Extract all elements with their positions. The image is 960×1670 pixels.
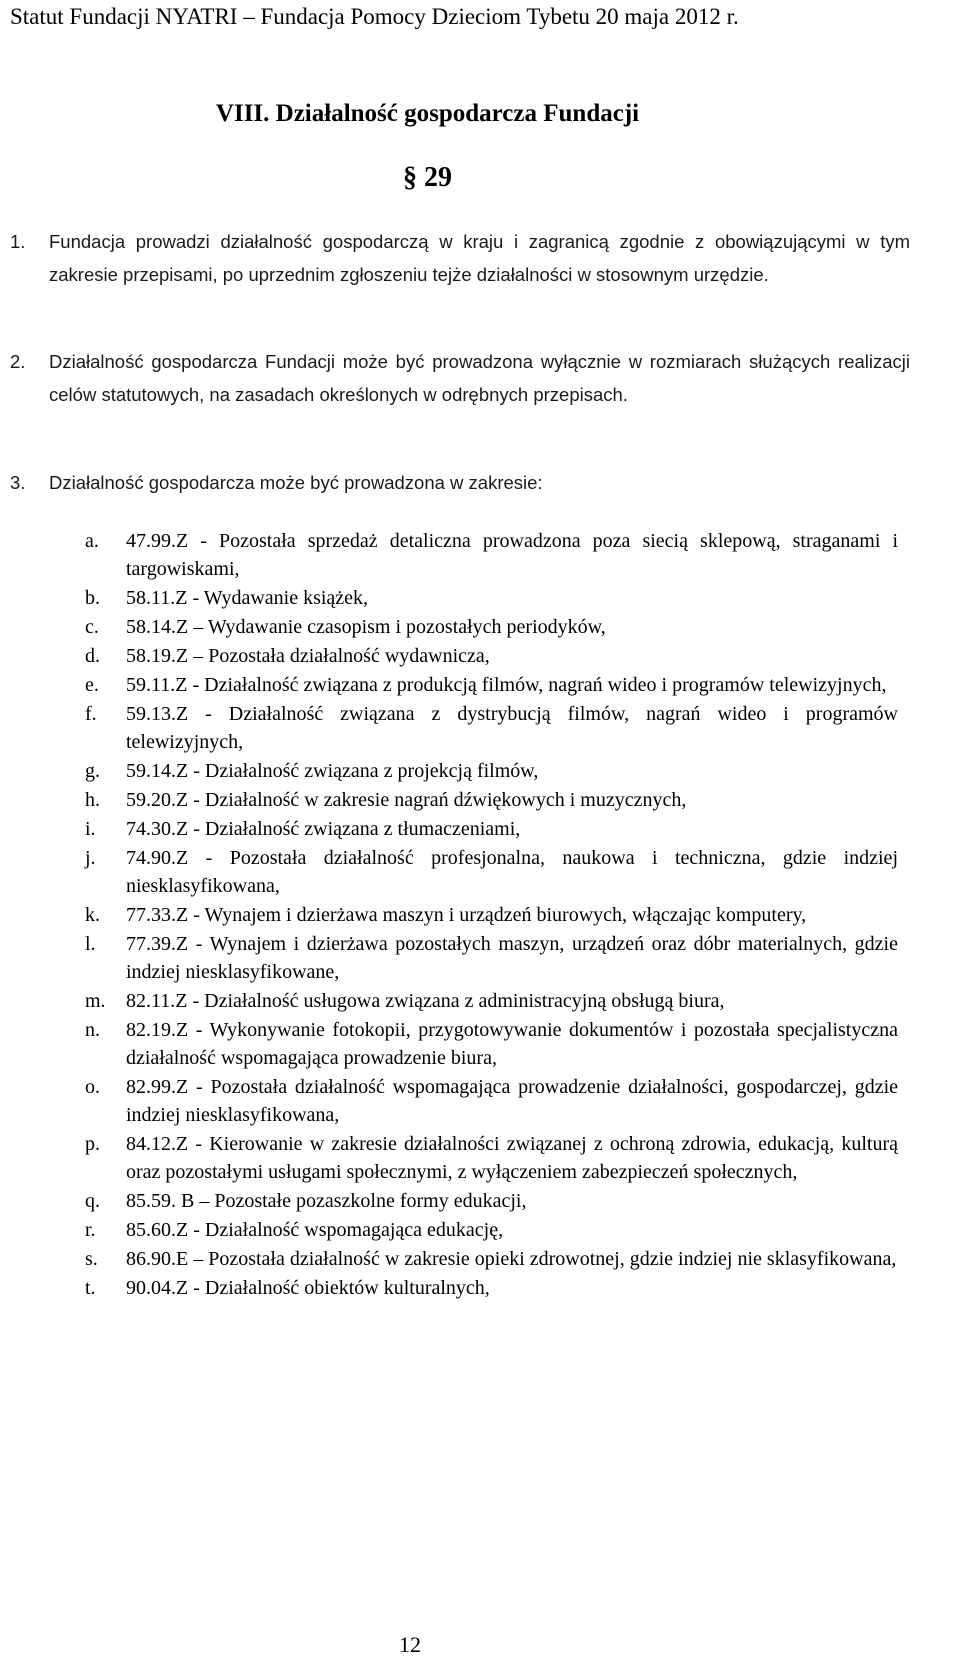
paragraph-text: Działalność gospodarcza może być prowadzona w zakresie: [49, 472, 543, 493]
list-item-text: 84.12.Z - Kierowanie w zakresie działalności związanej z ochroną zdrowia, edukacją, kulturą oraz pozostałymi usługami społecznymi, z wyłączeniem zabezpieczeń społecznych, [126, 1133, 898, 1183]
list-item-text: 82.11.Z - Działalność usługowa związana z administracyjną obsługą biura, [126, 990, 725, 1012]
list-item [0, 700, 960, 756]
list-item [0, 584, 960, 612]
list-item-letter: b. [85, 587, 100, 609]
list-item-text: 58.19.Z – Pozostała działalność wydawnicza, [126, 645, 490, 667]
list-item-text: 58.14.Z – Wydawanie czasopism i pozostałych periodyków, [126, 616, 606, 638]
list-item-text: 77.39.Z - Wynajem i dzierżawa pozostałych maszyn, urządzeń oraz dóbr materialnych, gdzie indziej niesklasyfikowane, [126, 933, 898, 983]
list-item [0, 930, 960, 986]
list-item-letter: r. [85, 1219, 96, 1241]
chapter-title: VIII. Działalność gospodarcza Fundacji [215, 100, 640, 127]
list-item-text: 59.11.Z - Działalność związana z produkcją filmów, nagrań wideo i programów telewizyjnych, [126, 674, 887, 696]
list-item-text: 47.99.Z - Pozostała sprzedaż detaliczna prowadzona poza siecią sklepową, straganami i targowiskami, [126, 530, 898, 580]
list-item [0, 642, 960, 670]
list-item [0, 786, 960, 814]
list-item-text: 77.33.Z - Wynajem i dzierżawa maszyn i urządzeń biurowych, włączając komputery, [126, 904, 807, 926]
list-item-letter: e. [85, 674, 99, 696]
list-item-letter: o. [85, 1076, 100, 1098]
list-item-letter: l. [85, 933, 96, 955]
numbered-paragraph [10, 466, 910, 499]
list-item-text: 90.04.Z - Działalność obiektów kulturalnych, [126, 1277, 490, 1299]
list-item-letter: i. [85, 818, 96, 840]
list-item-letter: q. [85, 1190, 100, 1212]
list-item-letter: j. [85, 847, 96, 869]
list-item-text: 74.90.Z - Pozostała działalność profesjonalna, naukowa i techniczna, gdzie indziej niesklasyfikowana, [126, 847, 898, 897]
list-item [0, 987, 960, 1015]
list-item-letter: m. [85, 990, 106, 1012]
list-item-letter: t. [85, 1277, 96, 1299]
list-item-text: 85.59. B – Pozostałe pozaszkolne formy edukacji, [126, 1190, 527, 1212]
list-item-letter: g. [85, 760, 100, 782]
paragraph-number: 3. [10, 472, 26, 493]
list-item-letter: n. [85, 1019, 100, 1041]
list-item [0, 1245, 960, 1273]
numbered-paragraph [10, 345, 910, 411]
list-item-letter: a. [85, 530, 99, 552]
numbered-paragraph [10, 225, 910, 291]
list-item-letter: h. [85, 789, 100, 811]
list-item [0, 527, 960, 583]
list-item-text: 59.20.Z - Działalność w zakresie nagrań dźwiękowych i muzycznych, [126, 789, 687, 811]
list-item [0, 613, 960, 641]
list-item-text: 74.30.Z - Działalność związana z tłumaczeniami, [126, 818, 521, 840]
paragraph-number: 1. [10, 231, 26, 252]
list-item [0, 1187, 960, 1215]
list-item-letter: c. [85, 616, 99, 638]
list-item [0, 757, 960, 785]
list-item-letter: d. [85, 645, 100, 667]
list-item-text: 86.90.E – Pozostała działalność w zakresie opieki zdrowotnej, gdzie indziej nie sklasyfikowana, [126, 1248, 897, 1270]
list-item-letter: s. [85, 1248, 98, 1270]
list-item-letter: p. [85, 1133, 100, 1155]
list-item-text: 85.60.Z - Działalność wspomagająca edukację, [126, 1219, 504, 1241]
list-item-text: 82.99.Z - Pozostała działalność wspomagająca prowadzenie działalności, gospodarczej, gdzie indziej niesklasyfikowana, [126, 1076, 898, 1126]
page-number: 12 [399, 1632, 421, 1657]
list-item-text: 58.11.Z - Wydawanie książek, [126, 587, 369, 609]
list-item [0, 1216, 960, 1244]
activity-code-list [0, 527, 960, 1303]
list-item-text: 82.19.Z - Wykonywanie fotokopii, przygotowywanie dokumentów i pozostała specjalistyczna działalność wspomagająca prowadzenie biura, [126, 1019, 898, 1069]
paragraph-text: Fundacja prowadzi działalność gospodarczą w kraju i zagranicą zgodnie z obowiązującymi w tym zakresie przepisami, po uprzednim zgłoszeniu tejże działalności w stosownym urzędzie. [49, 231, 910, 285]
list-item [0, 1130, 960, 1186]
list-item [0, 815, 960, 843]
running-header: Statut Fundacji NYATRI – Fundacja Pomocy Dzieciom Tybetu 20 maja 2012 r. [10, 4, 739, 29]
paragraph-number: 2. [10, 351, 26, 372]
list-item [0, 1016, 960, 1072]
list-item-text: 59.14.Z - Działalność związana z projekcją filmów, [126, 760, 539, 782]
list-item [0, 901, 960, 929]
list-item-letter: f. [85, 703, 97, 725]
list-item-letter: k. [85, 904, 100, 926]
list-item-text: 59.13.Z - Działalność związana z dystrybucją filmów, nagrań wideo i programów telewizyjnych, [126, 703, 898, 753]
list-item [0, 671, 960, 699]
paragraph-text: Działalność gospodarcza Fundacji może być prowadzona wyłącznie w rozmiarach służących realizacji celów statutowych, na zasadach określonych w odrębnych przepisach. [49, 351, 910, 405]
list-item [0, 1073, 960, 1129]
list-item [0, 1274, 960, 1302]
section-number: § 29 [403, 162, 452, 193]
list-item [0, 844, 960, 900]
